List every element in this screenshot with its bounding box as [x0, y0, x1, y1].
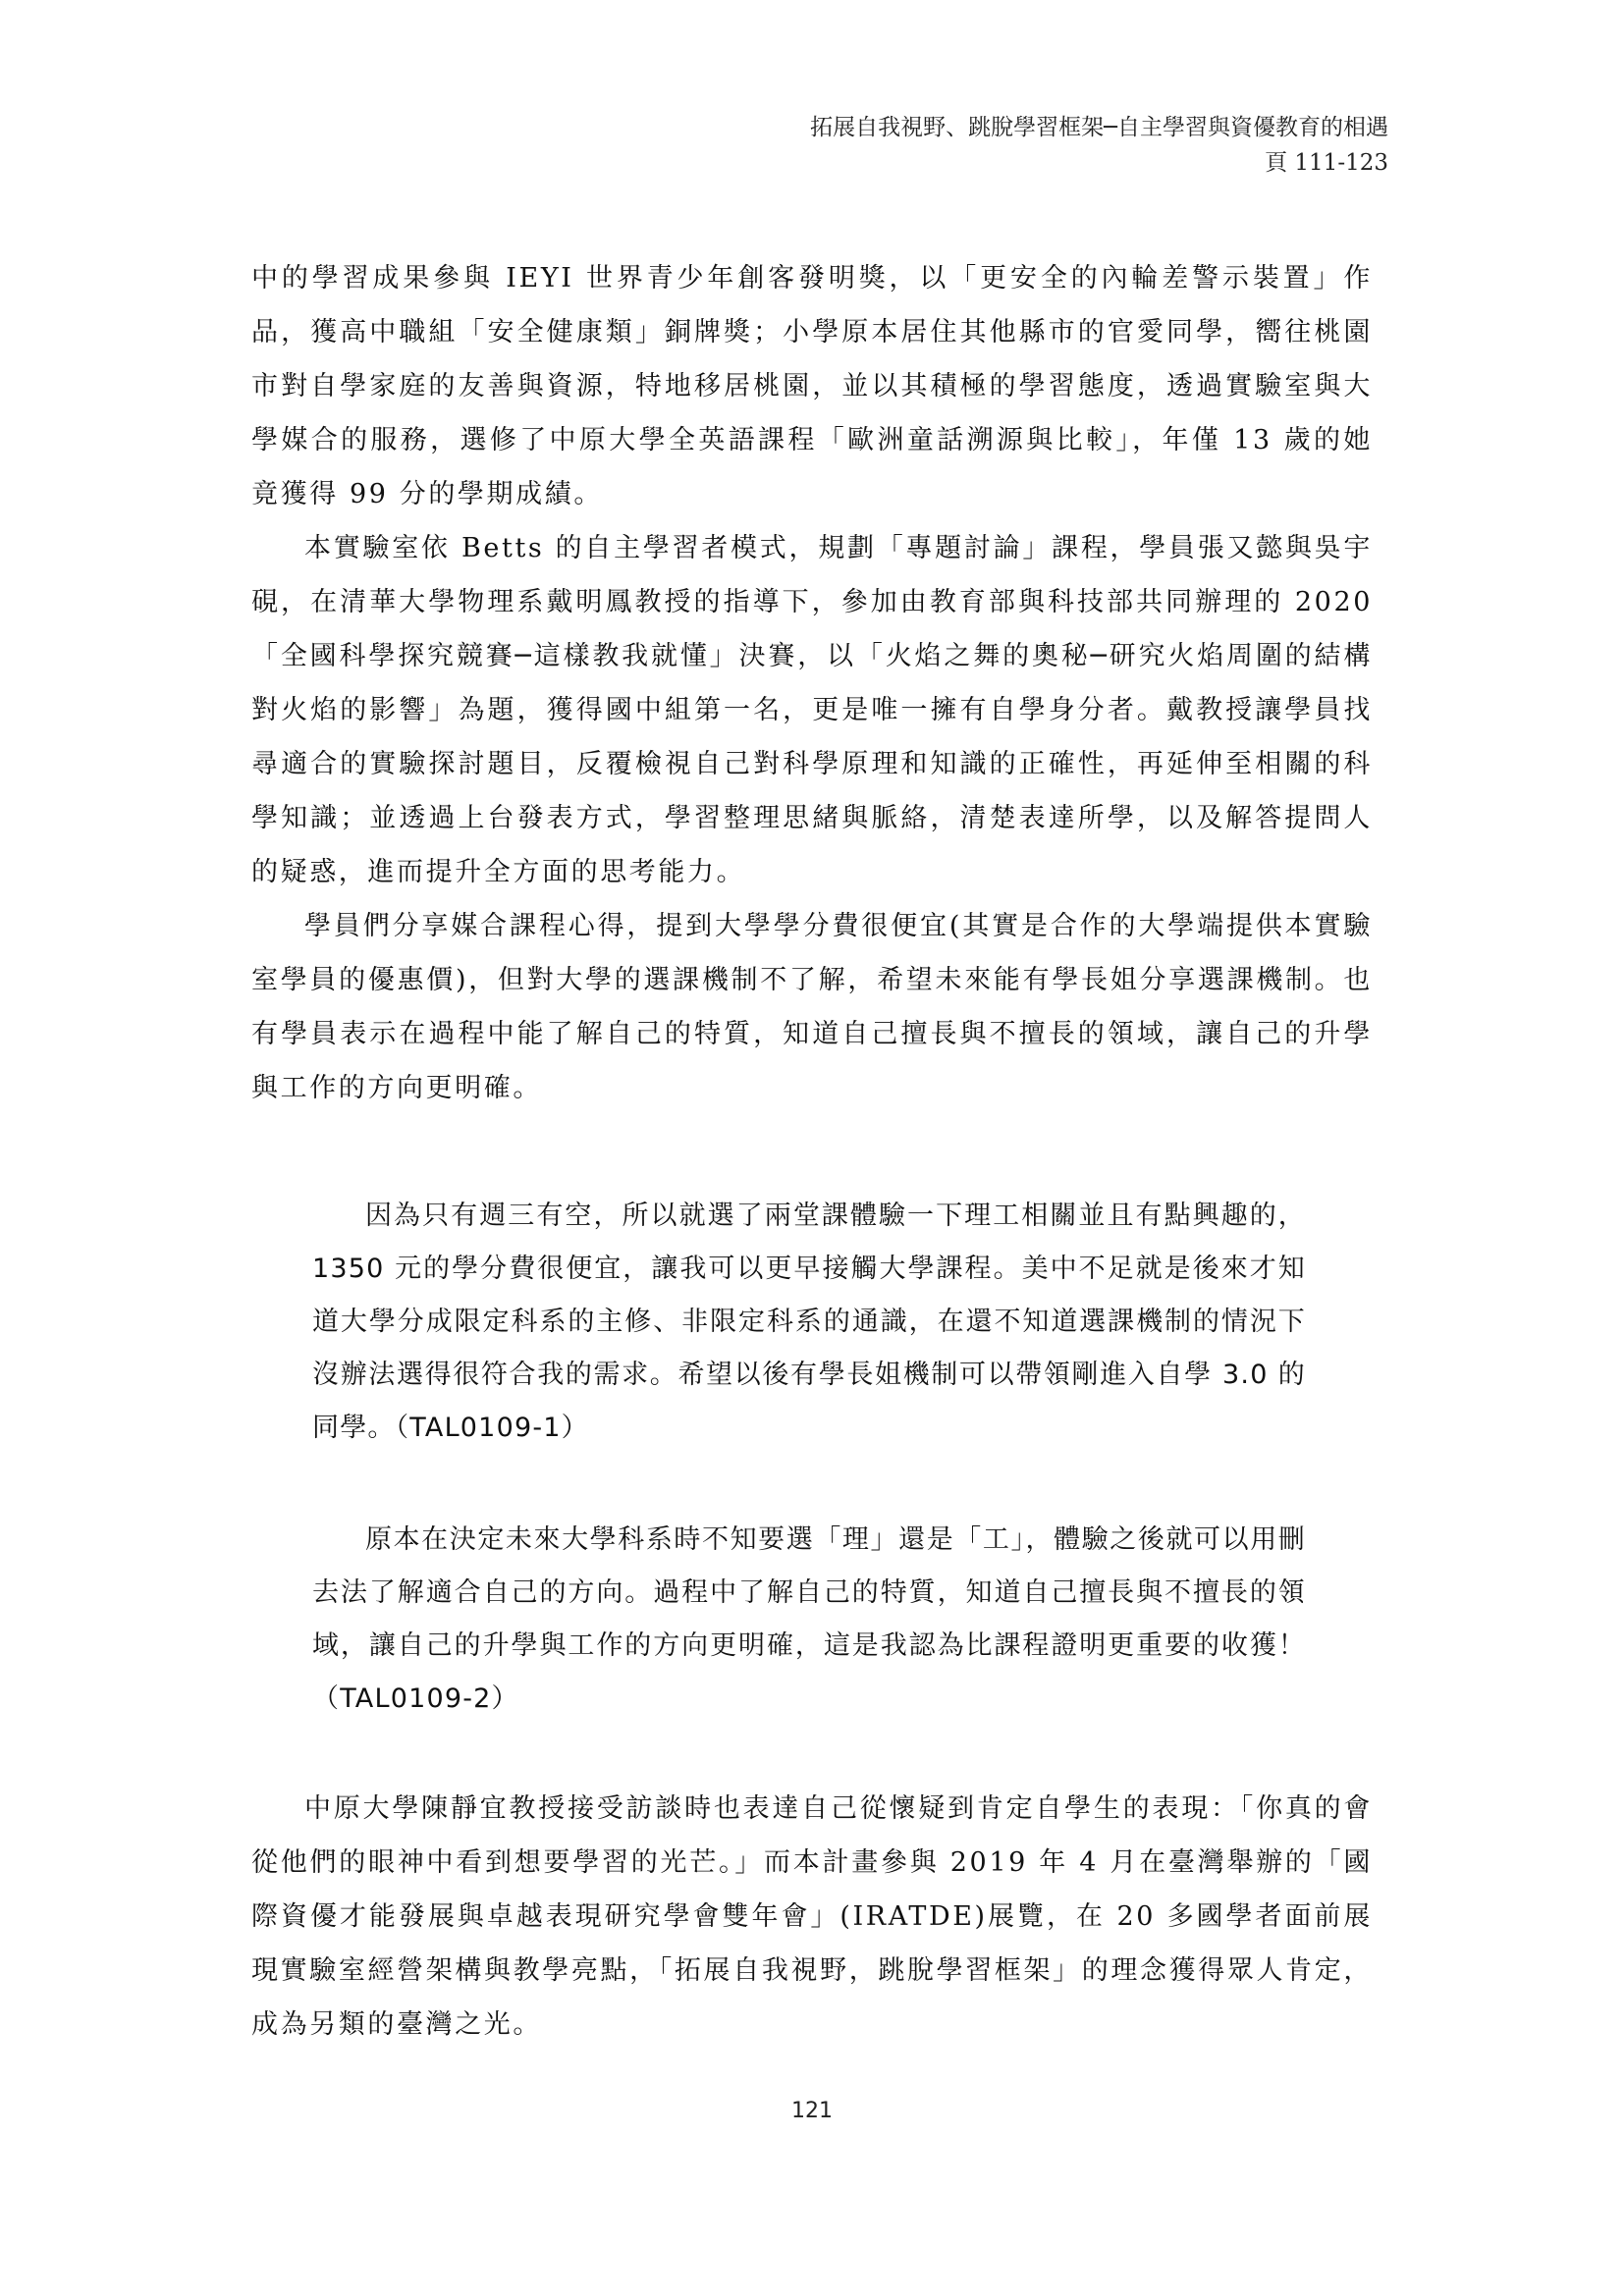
paragraph-student-feedback: 學員們分享媒合課程心得，提到大學學分費很便宜(其實是合作的大學端提供本實驗室學員的優惠價)，但對大學的選課機制不了解，希望未來能有學長姐分享選課機制。也有學員表示在過程中能了解自己的特質，知道自己擅長與不擅長的領域，讓自己的升學與工作的方向更明確。 — [251, 911, 1373, 1103]
paragraph-continued: 中的學習成果參與 IEYI 世界青少年創客發明獎，以「更安全的內輪差警示裝置」作品，獲高中職組「安全健康類」銅牌獎；小學原本居住其他縣市的官愛同學，嚮往桃園市對自學家庭的友善與資源，特地移居桃園，並以其積極的學習態度，透過實驗室與大學媒合的服務，選修了中原大學全英語課程「歐洲童話溯源與比較」，年僅 13 歲的她竟獲得 99 分的學期成績。 — [251, 263, 1373, 509]
quote-tal0109-2: 原本在決定未來大學科系時不知要選「理」還是「工」，體驗之後就可以用刪去法了解適合自己的方向。過程中了解自己的特質，知道自己擅長與不擅長的領域，讓自己的升學與工作的方向更明確，這是我認為比課程證明更重要的收獲！（TAL0109-2） — [312, 1524, 1306, 1714]
header-page-range: 頁 111-123 — [1265, 150, 1388, 176]
paragraph-betts-model: 本實驗室依 Betts 的自主學習者模式，規劃「專題討論」課程，學員張又懿與吳宇硯，在清華大學物理系戴明鳳教授的指導下，參加由教育部與科技部共同辦理的 2020「全國科學探究競賽─這樣教我就懂」決賽，以「火焰之舞的奧秘─研究火焰周圍的結構對火焰的影響」為題，獲得國中組第一名，更是唯一擁有自學身分者。戴教授讓學員找尋適合的實驗探討題目，反覆檢視自己對科學原理和知識的正確性，再延伸至相關的科學知識；並透過上台發表方式，學習整理思緒與脈絡，清楚表達所學，以及解答提問人的疑惑，進而提升全方面的思考能力。 — [251, 533, 1373, 887]
page-number: 121 — [791, 2099, 833, 2123]
header-title: 拓展自我視野、跳脫學習框架─自主學習與資優教育的相遇 — [810, 115, 1388, 140]
paragraph-professor-interview: 中原大學陳靜宜教授接受訪談時也表達自己從懷疑到肯定自學生的表現：「你真的會從他們的眼神中看到想要學習的光芒。」而本計畫參與 2019 年 4 月在臺灣舉辦的「國際資優才能發展與卓越表現研究學會雙年會」(IRATDE)展覽，在 20 多國學者面前展現實驗室經營架構與教學亮點，「拓展自我視野，跳脫學習框架」的理念獲得眾人肯定，成為另類的臺灣之光。 — [251, 1793, 1373, 2040]
running-header — [810, 110, 1388, 181]
quote-tal0109-1: 因為只有週三有空，所以就選了兩堂課體驗一下理工相關並且有點興趣的，1350 元的學分費很便宜，讓我可以更早接觸大學課程。美中不足就是後來才知道大學分成限定科系的主修、非限定科系的通識，在還不知道選課機制的情況下沒辦法選得很符合我的需求。希望以後有學長姐機制可以帶領剛進入自學 3.0 的同學。（TAL0109-1） — [312, 1201, 1306, 1443]
